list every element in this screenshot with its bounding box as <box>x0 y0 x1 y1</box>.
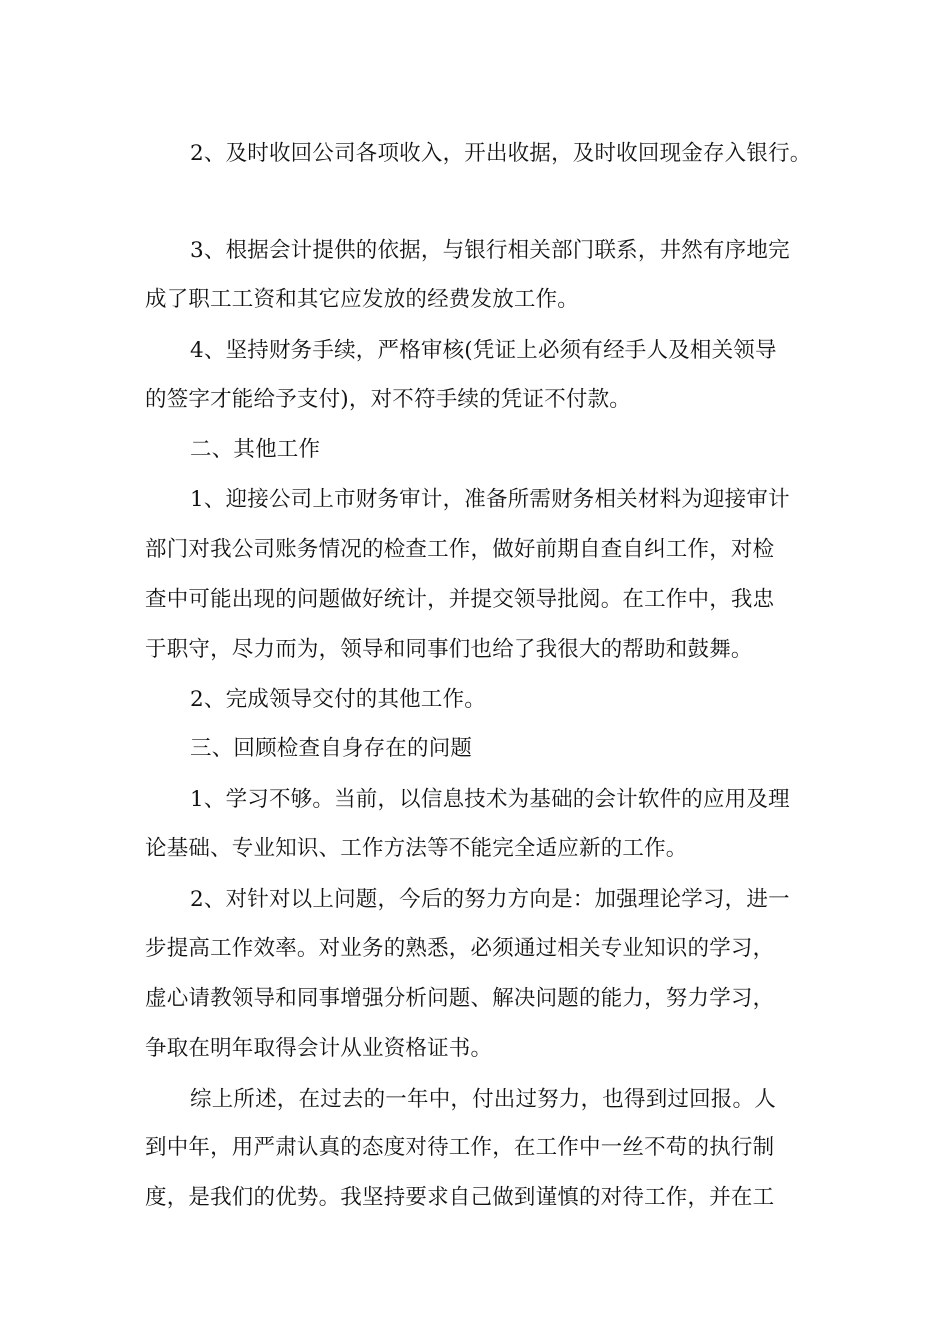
paragraph-line: 到中年，用严肃认真的态度对待工作，在工作中一丝不苟的执行制 <box>145 1135 775 1160</box>
paragraph-line: 步提高工作效率。对业务的熟悉，必须通过相关专业知识的学习， <box>145 936 775 961</box>
paragraph-line: 成了职工工资和其它应发放的经费发放工作。 <box>145 287 580 312</box>
section-heading: 二、其他工作 <box>190 437 321 462</box>
paragraph-line: 查中可能出现的问题做好统计，并提交领导批阅。在工作中，我忠 <box>145 587 775 612</box>
paragraph-line: 虚心请教领导和同事增强分析问题、解决问题的能力，努力学习， <box>145 986 775 1011</box>
paragraph-line: 争取在明年取得会计从业资格证书。 <box>145 1036 493 1061</box>
paragraph-line: 度，是我们的优势。我坚持要求自己做到谨慎的对待工作，并在工 <box>145 1185 775 1210</box>
paragraph-line: 2、对针对以上问题，今后的努力方向是：加强理论学习，进一 <box>190 887 790 912</box>
paragraph-line: 3、根据会计提供的依据，与银行相关部门联系，井然有序地完 <box>190 238 790 263</box>
paragraph-line: 1、迎接公司上市财务审计，准备所需财务相关材料为迎接审计 <box>190 487 790 512</box>
paragraph-line: 1、学习不够。当前，以信息技术为基础的会计软件的应用及理 <box>190 787 790 812</box>
paragraph-line: 于职守，尽力而为，领导和同事们也给了我很大的帮助和鼓舞。 <box>145 637 753 662</box>
paragraph-line: 4、坚持财务手续，严格审核(凭证上必须有经手人及相关领导 <box>190 338 777 363</box>
paragraph-line: 2、完成领导交付的其他工作。 <box>190 687 486 712</box>
section-heading: 三、回顾检查自身存在的问题 <box>190 736 473 761</box>
paragraph-line: 论基础、专业知识、工作方法等不能完全适应新的工作。 <box>145 836 688 861</box>
paragraph-line: 部门对我公司账务情况的检查工作，做好前期自查自纠工作，对检 <box>145 537 775 562</box>
paragraph-line: 的签字才能给予支付)，对不符手续的凭证不付款。 <box>145 387 631 412</box>
paragraph-line: 综上所述，在过去的一年中，付出过努力，也得到过回报。人 <box>190 1087 776 1112</box>
paragraph-line: 2、及时收回公司各项收入，开出收据，及时收回现金存入银行。 <box>190 141 812 166</box>
